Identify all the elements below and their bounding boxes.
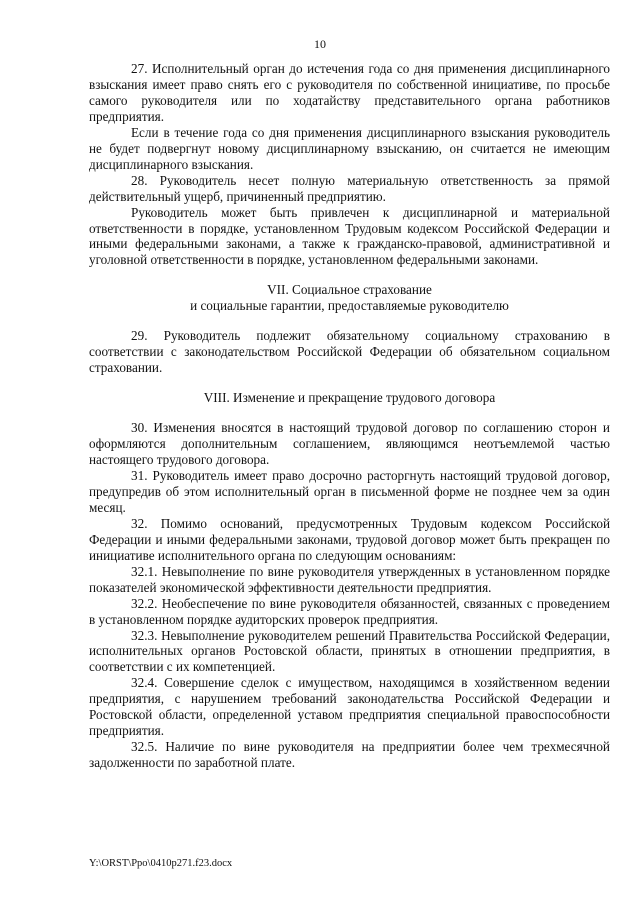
paragraph-32: 32. Помимо оснований, предусмотренных Трудовым кодексом Российской Федерации и иными федеральными законами, трудовой договор может быть прекращен по инициативе исполнительного органа по следующим основаниям: (89, 515, 610, 563)
paragraph-32-1: 32.1. Невыполнение по вине руководителя утвержденных в установленном порядке показателей экономической эффективности деятельности предприятия. (89, 563, 610, 595)
paragraph-28-continued: Руководитель может быть привлечен к дисциплинарной и материальной ответственности в порядке, установленном Трудовым кодексом Российской Федерации и иными федеральными законами, а также к гражданско-правовой, административной и уголовной ответственности в порядке, установленном федеральными законами. (89, 204, 610, 268)
paragraph-30: 30. Изменения вносятся в настоящий трудовой договор по соглашению сторон и оформляются дополнительным соглашением, являющимся неотъемлемой частью настоящего трудового договора. (89, 420, 610, 468)
paragraph-27: 27. Исполнительный орган до истечения года со дня применения дисциплинарного взыскания имеет право снять его с руководителя по собственной инициативе, по просьбе самого руководителя или по ходатайству представительного органа работников предприятия. (89, 61, 610, 124)
section-vii-heading-line2: и социальные гарантии, предоставляемые руководителю (190, 298, 509, 314)
paragraph-32-3: 32.3. Невыполнение руководителем решений Правительства Российской Федерации, исполнительных органов Ростовской области, принятых в отношении предприятия, в соответствии с их компетенцией. (89, 627, 610, 675)
paragraph-32-4: 32.4. Совершение сделок с имуществом, находящимся в хозяйственном ведении предприятия, с нарушением требований законодательства Российской Федерации и Ростовской области, определенной уставом предприятия специальной правоспособности предприятия. (89, 675, 610, 739)
document-body (89, 61, 610, 771)
section-viii-heading: VIII. Изменение и прекращение трудового договора (203, 390, 496, 406)
paragraph-31: 31. Руководитель имеет право досрочно расторгнуть настоящий трудовой договор, предупредив об этом исполнительный орган в письменной форме не позднее чем за один месяц. (89, 467, 610, 515)
file-path-footer: Y:\ORST\Ppo\0410p271.f23.docx (89, 858, 233, 869)
section-vii-heading-line1: VII. Социальное страхование (267, 282, 432, 298)
paragraph-27-continued: Если в течение года со дня применения дисциплинарного взыскания руководитель не будет подвергнут новому дисциплинарному взысканию, он считается не имеющим дисциплинарного взыскания. (89, 124, 610, 172)
paragraph-28: 28. Руководитель несет полную материальную ответственность за прямой действительный ущерб, причиненный предприятию. (89, 172, 610, 204)
page-number: 10 (314, 37, 326, 51)
paragraph-29: 29. Руководитель подлежит обязательному социальному страхованию в соответствии с законодательством Российской Федерации об обязательном социальном страховании. (89, 328, 610, 376)
paragraph-32-5: 32.5. Наличие по вине руководителя на предприятии более чем трехмесячной задолженности по заработной плате. (89, 739, 610, 771)
paragraph-32-2: 32.2. Необеспечение по вине руководителя обязанностей, связанных с проведением в установленном порядке аудиторских проверок предприятия. (89, 595, 610, 627)
